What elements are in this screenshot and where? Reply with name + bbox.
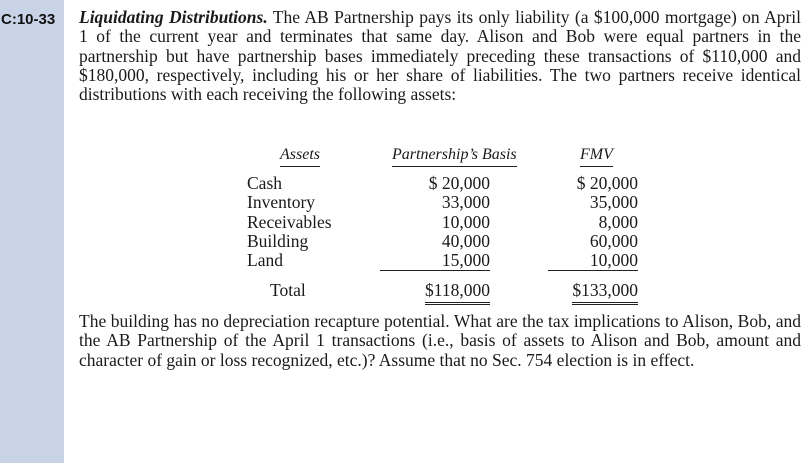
asset-cell: Receivables	[247, 211, 332, 232]
basis-cell: $ 20,000	[428, 173, 490, 193]
problem-question: The building has no depreciation recapture potential. What are the tax implications to Alison, Bob, and the AB Partnership of the April 1 transactions (i.e., basis of assets to Alison and Bob, amount and character of gain or loss recognized, etc.)? Assume that no Sec. 754 election is in effect.	[79, 311, 801, 370]
problem-title: Liquidating Distributions.	[79, 7, 268, 27]
basis-cell: 33,000	[441, 192, 490, 213]
header-basis: Partnership’s Basis	[392, 146, 517, 167]
total-basis: $118,000	[425, 280, 490, 305]
total-fmv-wrap	[548, 280, 638, 305]
assets-column	[247, 174, 332, 270]
header-fmv: FMV	[580, 146, 613, 167]
fmv-column	[548, 174, 638, 271]
basis-column	[380, 174, 490, 271]
asset-cell: Land	[247, 250, 283, 271]
problem-intro-text: The AB Partnership pays its only liability (a $100,000 mortgage) on April 1 of the current year and terminates that same day. Alison and Bob were equal partners in the partnership but have partnership bases immediately preceding these transactions of $110,000 and $180,000, respectively, including his or her share of liabilities. The two partners receive identical distributions with each receiving the following assets:	[79, 7, 802, 105]
margin-band	[0, 0, 64, 463]
problem-intro	[79, 8, 801, 104]
problem-number: C:10-33	[1, 11, 56, 28]
asset-cell: Building	[247, 230, 309, 251]
fmv-cell: 10,000	[548, 251, 638, 271]
basis-cell: 10,000	[441, 211, 490, 232]
asset-cell: Cash	[247, 173, 282, 193]
header-assets: Assets	[280, 146, 320, 167]
fmv-cell: 8,000	[598, 211, 638, 232]
total-fmv: $133,000	[572, 280, 638, 305]
basis-cell: 40,000	[441, 230, 490, 251]
asset-cell: Inventory	[247, 192, 316, 213]
basis-cell: 15,000	[380, 251, 490, 271]
fmv-cell: 35,000	[589, 192, 638, 213]
total-label: Total	[270, 280, 306, 300]
fmv-cell: 60,000	[589, 230, 638, 251]
fmv-cell: $ 20,000	[576, 173, 638, 193]
total-basis-wrap	[380, 280, 490, 305]
